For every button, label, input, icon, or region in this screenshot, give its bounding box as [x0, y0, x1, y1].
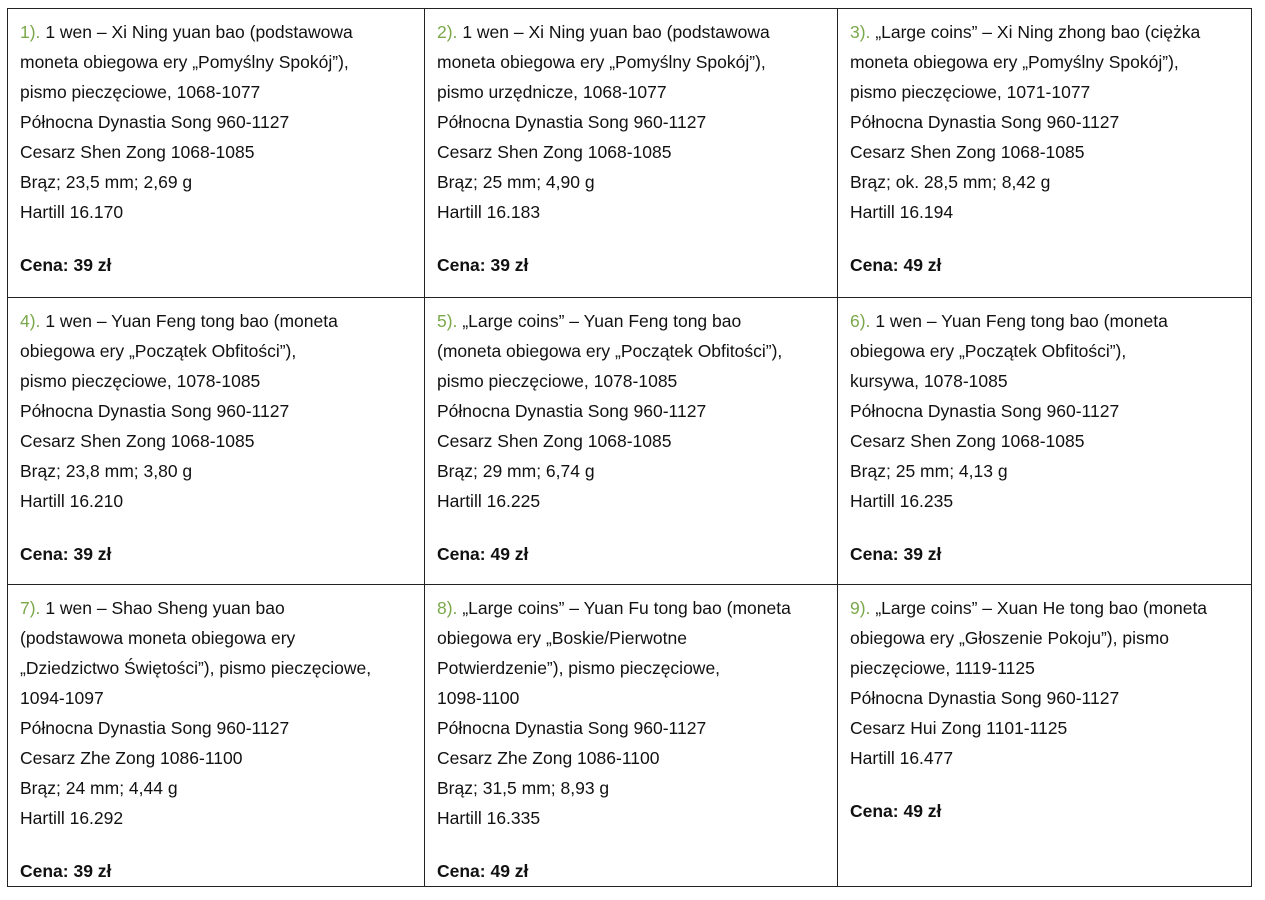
- coin-detail-line: Północna Dynastia Song 960-1127: [20, 718, 290, 738]
- table-row: [8, 9, 1252, 298]
- coin-title-text: 1 wen – Shao Sheng yuan bao: [45, 598, 285, 618]
- coin-detail-line: pismo pieczęciowe, 1071-1077: [850, 82, 1091, 102]
- coin-detail-line: Hartill 16.194: [850, 202, 954, 222]
- coin-detail-line: Cesarz Shen Zong 1068-1085: [437, 431, 672, 451]
- coin-catalog-table: [7, 8, 1252, 887]
- coin-detail-line: Brąz; ok. 28,5 mm; 8,42 g: [850, 172, 1051, 192]
- coin-detail-line: pismo pieczęciowe, 1078-1085: [437, 371, 678, 391]
- coin-detail-line: pismo pieczęciowe, 1078-1085: [20, 371, 261, 391]
- coin-title-line: [850, 306, 1241, 336]
- item-number: 8).: [437, 598, 458, 618]
- price-label: Cena: 39 zł: [20, 861, 112, 881]
- price-label: Cena: 39 zł: [437, 255, 529, 275]
- coin-detail-line: Północna Dynastia Song 960-1127: [437, 401, 707, 421]
- price-label: Cena: 49 zł: [437, 861, 529, 881]
- price-label: Cena: 39 zł: [20, 544, 112, 564]
- coin-cell: [8, 585, 425, 887]
- coin-title-text: „Large coins” – Yuan Feng tong bao: [462, 311, 742, 331]
- coin-detail-line: (podstawowa moneta obiegowa ery: [20, 628, 296, 648]
- item-number: 5).: [437, 311, 458, 331]
- item-number: 6).: [850, 311, 871, 331]
- coin-detail-line: obiegowa ery „Boskie/Pierwotne: [437, 628, 687, 648]
- coin-detail-line: pieczęciowe, 1119-1125: [850, 658, 1035, 678]
- coin-cell: [425, 585, 838, 887]
- coin-detail-line: Brąz; 24 mm; 4,44 g: [20, 778, 178, 798]
- coin-detail-line: „Dziedzictwo Świętości”), pismo pieczęciowe,: [20, 658, 372, 678]
- coin-detail-line: pismo urzędnicze, 1068-1077: [437, 82, 667, 102]
- item-number: 3).: [850, 22, 871, 42]
- coin-detail-line: Hartill 16.235: [850, 491, 954, 511]
- coin-detail-line: Hartill 16.335: [437, 808, 541, 828]
- coin-title-text: „Large coins” – Xuan He tong bao (moneta: [875, 598, 1208, 618]
- coin-title-line: [437, 306, 827, 336]
- coin-detail-line: Hartill 16.292: [20, 808, 124, 828]
- coin-detail-line: Północna Dynastia Song 960-1127: [850, 112, 1120, 132]
- coin-detail-line: Cesarz Shen Zong 1068-1085: [20, 142, 255, 162]
- item-number: 4).: [20, 311, 41, 331]
- coin-detail-line: Hartill 16.170: [20, 202, 124, 222]
- coin-detail-line: Brąz; 29 mm; 6,74 g: [437, 461, 595, 481]
- coin-cell: [838, 9, 1252, 298]
- coin-cell: [8, 298, 425, 585]
- item-number: 9).: [850, 598, 871, 618]
- coin-title-text: 1 wen – Xi Ning yuan bao (podstawowa: [462, 22, 770, 42]
- table-row: [8, 298, 1252, 585]
- coin-title-text: 1 wen – Yuan Feng tong bao (moneta: [45, 311, 338, 331]
- coin-detail-line: (moneta obiegowa ery „Początek Obfitości”),: [437, 341, 783, 361]
- coin-cell: [8, 9, 425, 298]
- coin-title-line: [20, 593, 414, 623]
- coin-title-text: „Large coins” – Yuan Fu tong bao (moneta: [462, 598, 791, 618]
- coin-title-line: [437, 17, 827, 47]
- price-label: Cena: 39 zł: [850, 544, 942, 564]
- price-label: Cena: 39 zł: [20, 255, 112, 275]
- coin-detail-line: moneta obiegowa ery „Pomyślny Spokój”),: [20, 52, 349, 72]
- price-label: Cena: 49 zł: [850, 801, 942, 821]
- coin-detail-line: obiegowa ery „Głoszenie Pokoju”), pismo: [850, 628, 1170, 648]
- coin-detail-line: Cesarz Shen Zong 1068-1085: [850, 142, 1085, 162]
- coin-detail-line: 1098-1100: [437, 688, 520, 708]
- coin-title-text: 1 wen – Xi Ning yuan bao (podstawowa: [45, 22, 353, 42]
- coin-title-line: [437, 593, 827, 623]
- coin-detail-line: Hartill 16.225: [437, 491, 541, 511]
- coin-cell: [838, 585, 1252, 887]
- coin-detail-line: Hartill 16.210: [20, 491, 124, 511]
- coin-detail-line: Brąz; 25 mm; 4,13 g: [850, 461, 1008, 481]
- coin-title-text: 1 wen – Yuan Feng tong bao (moneta: [875, 311, 1168, 331]
- coin-detail-line: Północna Dynastia Song 960-1127: [437, 718, 707, 738]
- coin-detail-line: pismo pieczęciowe, 1068-1077: [20, 82, 261, 102]
- coin-detail-line: Północna Dynastia Song 960-1127: [850, 688, 1120, 708]
- coin-title-line: [850, 593, 1241, 623]
- table-row: [8, 585, 1252, 887]
- coin-detail-line: Cesarz Zhe Zong 1086-1100: [437, 748, 660, 768]
- coin-title-line: [20, 306, 414, 336]
- coin-detail-line: Potwierdzenie”), pismo pieczęciowe,: [437, 658, 721, 678]
- coin-title-line: [850, 17, 1241, 47]
- coin-cell: [838, 298, 1252, 585]
- coin-detail-line: moneta obiegowa ery „Pomyślny Spokój”),: [850, 52, 1179, 72]
- coin-detail-line: Brąz; 25 mm; 4,90 g: [437, 172, 595, 192]
- coin-detail-line: Północna Dynastia Song 960-1127: [437, 112, 707, 132]
- coin-title-text: „Large coins” – Xi Ning zhong bao (ciężka: [875, 22, 1201, 42]
- price-label: Cena: 49 zł: [850, 255, 942, 275]
- coin-detail-line: kursywa, 1078-1085: [850, 371, 1008, 391]
- coin-detail-line: Hartill 16.183: [437, 202, 541, 222]
- item-number: 1).: [20, 22, 41, 42]
- coin-detail-line: Brąz; 23,8 mm; 3,80 g: [20, 461, 193, 481]
- coin-detail-line: Północna Dynastia Song 960-1127: [850, 401, 1120, 421]
- coin-detail-line: Północna Dynastia Song 960-1127: [20, 401, 290, 421]
- coin-detail-line: Cesarz Hui Zong 1101-1125: [850, 718, 1068, 738]
- price-label: Cena: 49 zł: [437, 544, 529, 564]
- item-number: 2).: [437, 22, 458, 42]
- coin-title-line: [20, 17, 414, 47]
- coin-detail-line: Północna Dynastia Song 960-1127: [20, 112, 290, 132]
- coin-detail-line: moneta obiegowa ery „Pomyślny Spokój”),: [437, 52, 766, 72]
- coin-detail-line: 1094-1097: [20, 688, 104, 708]
- coin-detail-line: Brąz; 23,5 mm; 2,69 g: [20, 172, 193, 192]
- coin-cell: [425, 298, 838, 585]
- coin-detail-line: Hartill 16.477: [850, 748, 954, 768]
- coin-cell: [425, 9, 838, 298]
- coin-detail-line: Cesarz Shen Zong 1068-1085: [20, 431, 255, 451]
- coin-detail-line: obiegowa ery „Początek Obfitości”),: [850, 341, 1127, 361]
- coin-detail-line: obiegowa ery „Początek Obfitości”),: [20, 341, 297, 361]
- coin-detail-line: Cesarz Shen Zong 1068-1085: [850, 431, 1085, 451]
- coin-detail-line: Cesarz Shen Zong 1068-1085: [437, 142, 672, 162]
- coin-detail-line: Cesarz Zhe Zong 1086-1100: [20, 748, 243, 768]
- coin-detail-line: Brąz; 31,5 mm; 8,93 g: [437, 778, 610, 798]
- item-number: 7).: [20, 598, 41, 618]
